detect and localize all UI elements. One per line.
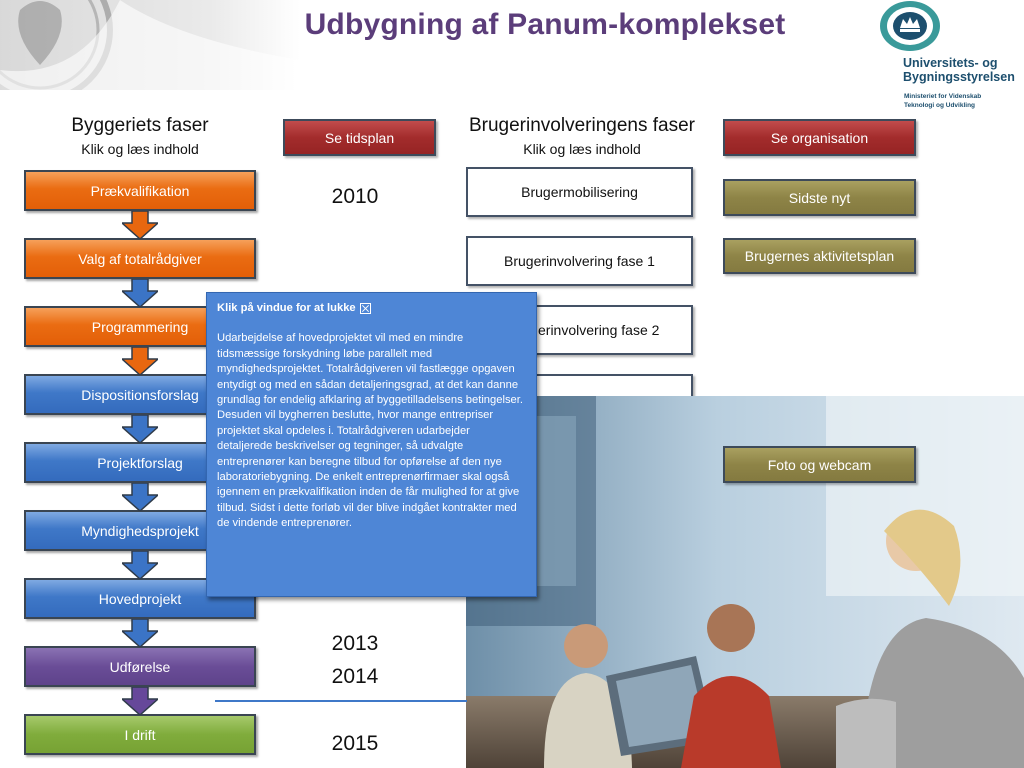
info-popup[interactable]	[206, 292, 537, 597]
user-activity-plan-button[interactable]: Brugernes aktivitetsplan	[723, 238, 916, 274]
phase-project-proposal-button[interactable]: Projektforslag	[24, 442, 256, 483]
crown-emblem-icon	[876, 0, 1024, 56]
down-arrow-icon	[122, 347, 158, 375]
logo-name-line1: Universitets- og	[903, 56, 998, 70]
year-label: 2014	[331, 665, 379, 688]
year-label: 2013	[331, 632, 379, 655]
popup-title: Klik på vindue for at lukke	[217, 302, 356, 314]
down-arrow-icon	[122, 687, 158, 715]
see-schedule-button[interactable]: Se tidsplan	[283, 119, 436, 156]
user-involvement-phase2-button[interactable]: erinvolvering fase 2	[466, 305, 693, 355]
down-arrow-icon	[122, 279, 158, 307]
close-icon[interactable]	[360, 303, 371, 314]
page-title: Udbygning af Panum-komplekset	[304, 8, 786, 41]
photo-webcam-button[interactable]: Foto og webcam	[723, 446, 916, 483]
popup-body: Udarbejdelse af hovedprojektet vil med en mindre tidsmæssige forskydning løbe parallelt med myndighedsprojektet. Totalrådgiveren vil fastlægge opgaven entydigt og med en sådan detaljeringsgrad, at det kan danne grundlag for endelig afklaring af byggetilladelsens betingelser. Desuden vil bygherren beslutte, hvor mange entrepriser projektet skal opdeles i. Totalrådgiveren udarbejder detaljerede beskrivelser og tegninger, så udvalgte entreprenører kan beregne tilbud for opførelse af den nye laboratoriebygning. De enkelt entreprenørfirmaer skal også igennem en prækvalifikation inden de får mulighed for at give tilbud. Sidst i dette forløb vil der blive indgået kontrakter med de vindende entreprenører.	[217, 332, 523, 530]
phase-consultant-selection-button[interactable]: Valg af totalrådgiver	[24, 238, 256, 279]
down-arrow-icon	[122, 619, 158, 647]
phase-main-project-button[interactable]: Hovedprojekt	[24, 578, 256, 619]
user-mobilization-button[interactable]: Brugermobilisering	[466, 167, 693, 217]
latest-news-button[interactable]: Sidste nyt	[723, 179, 916, 216]
logo-sub-line2: Teknologi og Udvikling	[904, 102, 976, 109]
down-arrow-icon	[122, 211, 158, 239]
involvement-subheading: Klik og læs indhold	[523, 141, 641, 157]
popup-header[interactable]	[217, 301, 526, 316]
timeline-connector	[215, 700, 467, 702]
year-label: 2015	[331, 732, 379, 755]
logo-name	[903, 56, 1015, 84]
phase-operation-button[interactable]: I drift	[24, 714, 256, 755]
down-arrow-icon	[122, 415, 158, 443]
phase-authority-project-button[interactable]: Myndighedsprojekt	[24, 510, 256, 551]
logo-name-line2: Bygningsstyrelsen	[903, 70, 1015, 84]
phase-disposition-button[interactable]: Dispositionsforslag	[24, 374, 256, 415]
logo-subtitle	[904, 92, 981, 110]
phase-execution-button[interactable]: Udførelse	[24, 646, 256, 687]
down-arrow-icon	[122, 483, 158, 511]
phases-heading: Byggeriets faser	[71, 115, 209, 136]
phase-programming-button[interactable]: Programmering	[24, 306, 256, 347]
see-organisation-button[interactable]: Se organisation	[723, 119, 916, 156]
university-seal-image	[0, 0, 300, 90]
involvement-heading: Brugerinvolveringens faser	[468, 115, 695, 136]
phases-subheading: Klik og læs indhold	[81, 141, 199, 157]
user-involvement-phase1-button[interactable]: Brugerinvolvering fase 1	[466, 236, 693, 286]
year-label: 2010	[331, 185, 379, 208]
logo-sub-line1: Ministeriet for Videnskab	[904, 93, 982, 100]
down-arrow-icon	[122, 551, 158, 579]
phase-prequalification-button[interactable]: Prækvalifikation	[24, 170, 256, 211]
